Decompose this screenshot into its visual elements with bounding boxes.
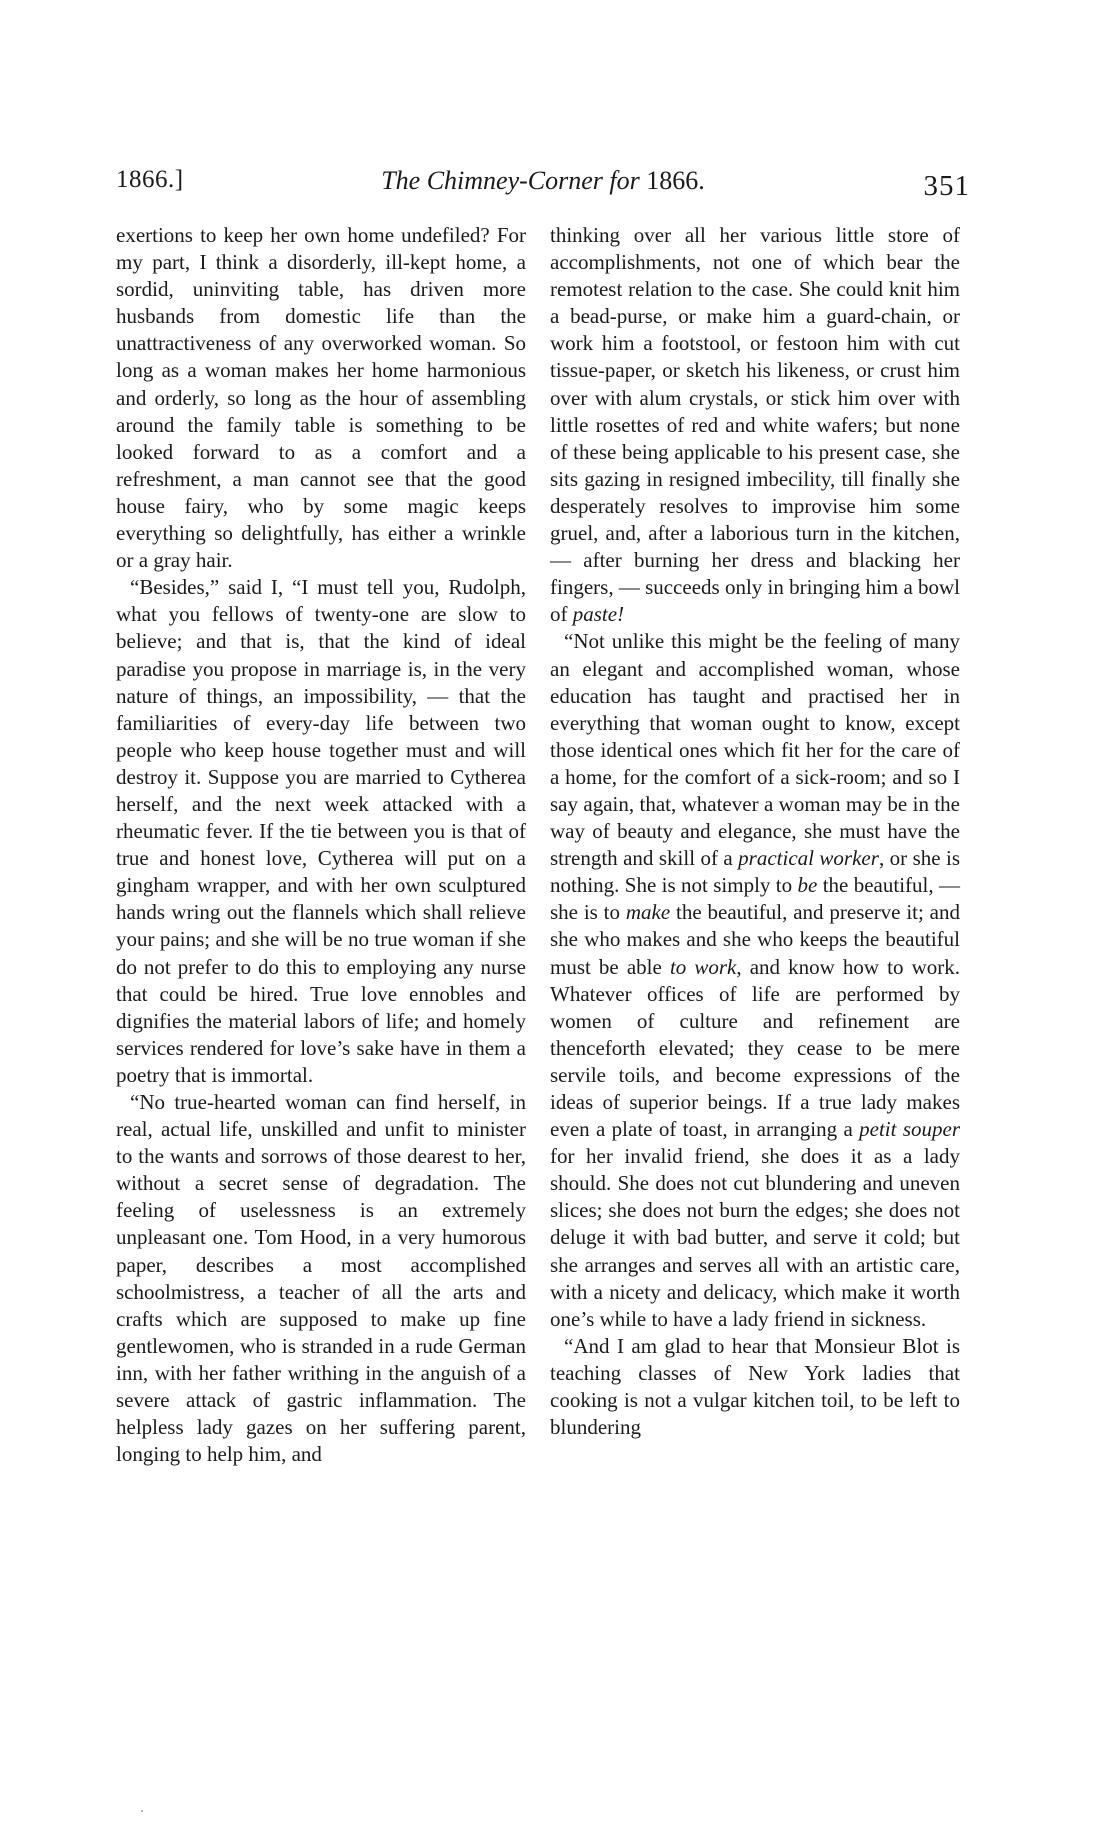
emphasis-text: practical worker [738, 846, 879, 871]
emphasis-text: petit souper [859, 1117, 961, 1142]
emphasis-text: paste! [572, 602, 625, 627]
paragraph: exertions to keep her own home undefiled? For my part, I think a disorderly, ill-kept home, a sordid, uninviting table, has driven more husbands from domestic life than the unattractiveness of any overworked woman. So long as a woman makes her home harmonious and orderly, so long as the hour of assembling around the family table is something to be looked forward to as a comfort and a refreshment, a man cannot see that the good house fairy, who by some magic keeps everything so delightfully, has either a wrinkle or a gray hair. [116, 223, 526, 573]
paragraph: “Besides,” said I, “I must tell you, Rudolph, what you fellows of twenty-one are slow to believe; and that is, that the kind of ideal paradise you propose in marriage is, in the very nature of things, an impossibility, — that the familiarities of every-day life between two people who keep house together must and will destroy it. Suppose you are married to Cytherea herself, and the next week attacked with a rheumatic fever. If the tie between you is that of true and honest love, Cytherea will put on a gingham wrapper, and with her own sculptured hands wring out the flannels which shall relieve your pains; and she will be no true woman if she do not prefer to do this to employing any nurse that could be hired. True love ennobles and dignifies the material labors of life; and homely services rendered for love’s sake have in them a poetry that is immortal. [116, 575, 526, 1087]
header-date: 1866.] [116, 166, 184, 193]
paragraph-text: “Not unlike this might be the feeling of many an elegant and accomplished woman, whose education has taught and practised her in everything that woman ought to know, except those identical ones which fit her for the care of a home, for the comfort of a sick-room; and so I say again, that, whatever a woman may be in the way of beauty and elegance, she must have the strength and skill of a [550, 629, 960, 871]
paragraph-text: the beautiful, — she is to [550, 873, 960, 925]
right-column [550, 222, 960, 1441]
ink-speck [141, 1810, 143, 1812]
left-column [116, 222, 526, 1468]
running-title-year: 1866. [646, 166, 705, 195]
paragraph-text: for her invalid friend, she does it as a lady should. She does not cut blundering and uneven slices; she does not burn the edges; she does not deluge it with bad butter, and serve it cold; but she arranges and serves all with an artistic care, with a nicety and delicacy, which make it worth one’s while to have a lady friend in sickness. [550, 1144, 960, 1331]
paragraph-text: thinking over all her various little store of accomplishments, not one of which bear the remotest relation to the case. She could knit him a bead-purse, or make him a guard-chain, or work him a footstool, or festoon him with cut tissue-paper, or sketch his likeness, or crust him over with alum crystals, or stick him over with little rosettes of red and white wafers; but none of these being applicable to his present case, she sits gazing in resigned imbecility, till finally she desperately resolves to improvise him some gruel, and, after a laborious turn in the kitchen, — after burning her dress and blacking her fingers, — succeeds only in bringing him a bowl of [550, 223, 961, 627]
paragraph: “No true-hearted woman can find herself, in real, actual life, unskilled and unfit to minister to the wants and sorrows of those dearest to her, without a secret sense of degradation. The feeling of uselessness is an extremely unpleasant one. Tom Hood, in a very humorous paper, describes a most accomplished schoolmistress, a teacher of all the arts and crafts which are supposed to make up fine gentlewomen, who is stranded in a rude German inn, with her father writhing in the anguish of a severe attack of gastric inflammation. The helpless lady gazes on her suffering parent, longing to help him, and [116, 1090, 526, 1467]
emphasis-text: be [797, 873, 818, 898]
paragraph: “And I am glad to hear that Monsieur Blot is teaching classes of New York ladies that cooking is not a vulgar kitchen toil, to be left to blundering [550, 1333, 960, 1440]
paragraph-text: the beautiful, and preserve it; and she who makes and she who keeps the beautiful must be able [550, 900, 961, 979]
emphasis-text: to work [669, 954, 737, 979]
emphasis-text: make [625, 900, 671, 925]
page-number: 351 [923, 170, 970, 202]
paragraph-text: , or she is nothing. She is not simply to [550, 846, 961, 898]
running-title [116, 166, 970, 196]
running-title-italic: The Chimney-Corner for [381, 166, 647, 195]
paragraph-text: , and know how to work. Whatever offices of life are performed by women of culture and refinement are thenceforth elevated; they cease to be mere servile toils, and become expressions of the ideas of superior beings. If a true lady makes even a plate of toast, in arranging a [550, 954, 960, 1142]
running-header [116, 160, 970, 210]
paragraph [550, 628, 960, 1332]
paragraph [550, 222, 960, 628]
